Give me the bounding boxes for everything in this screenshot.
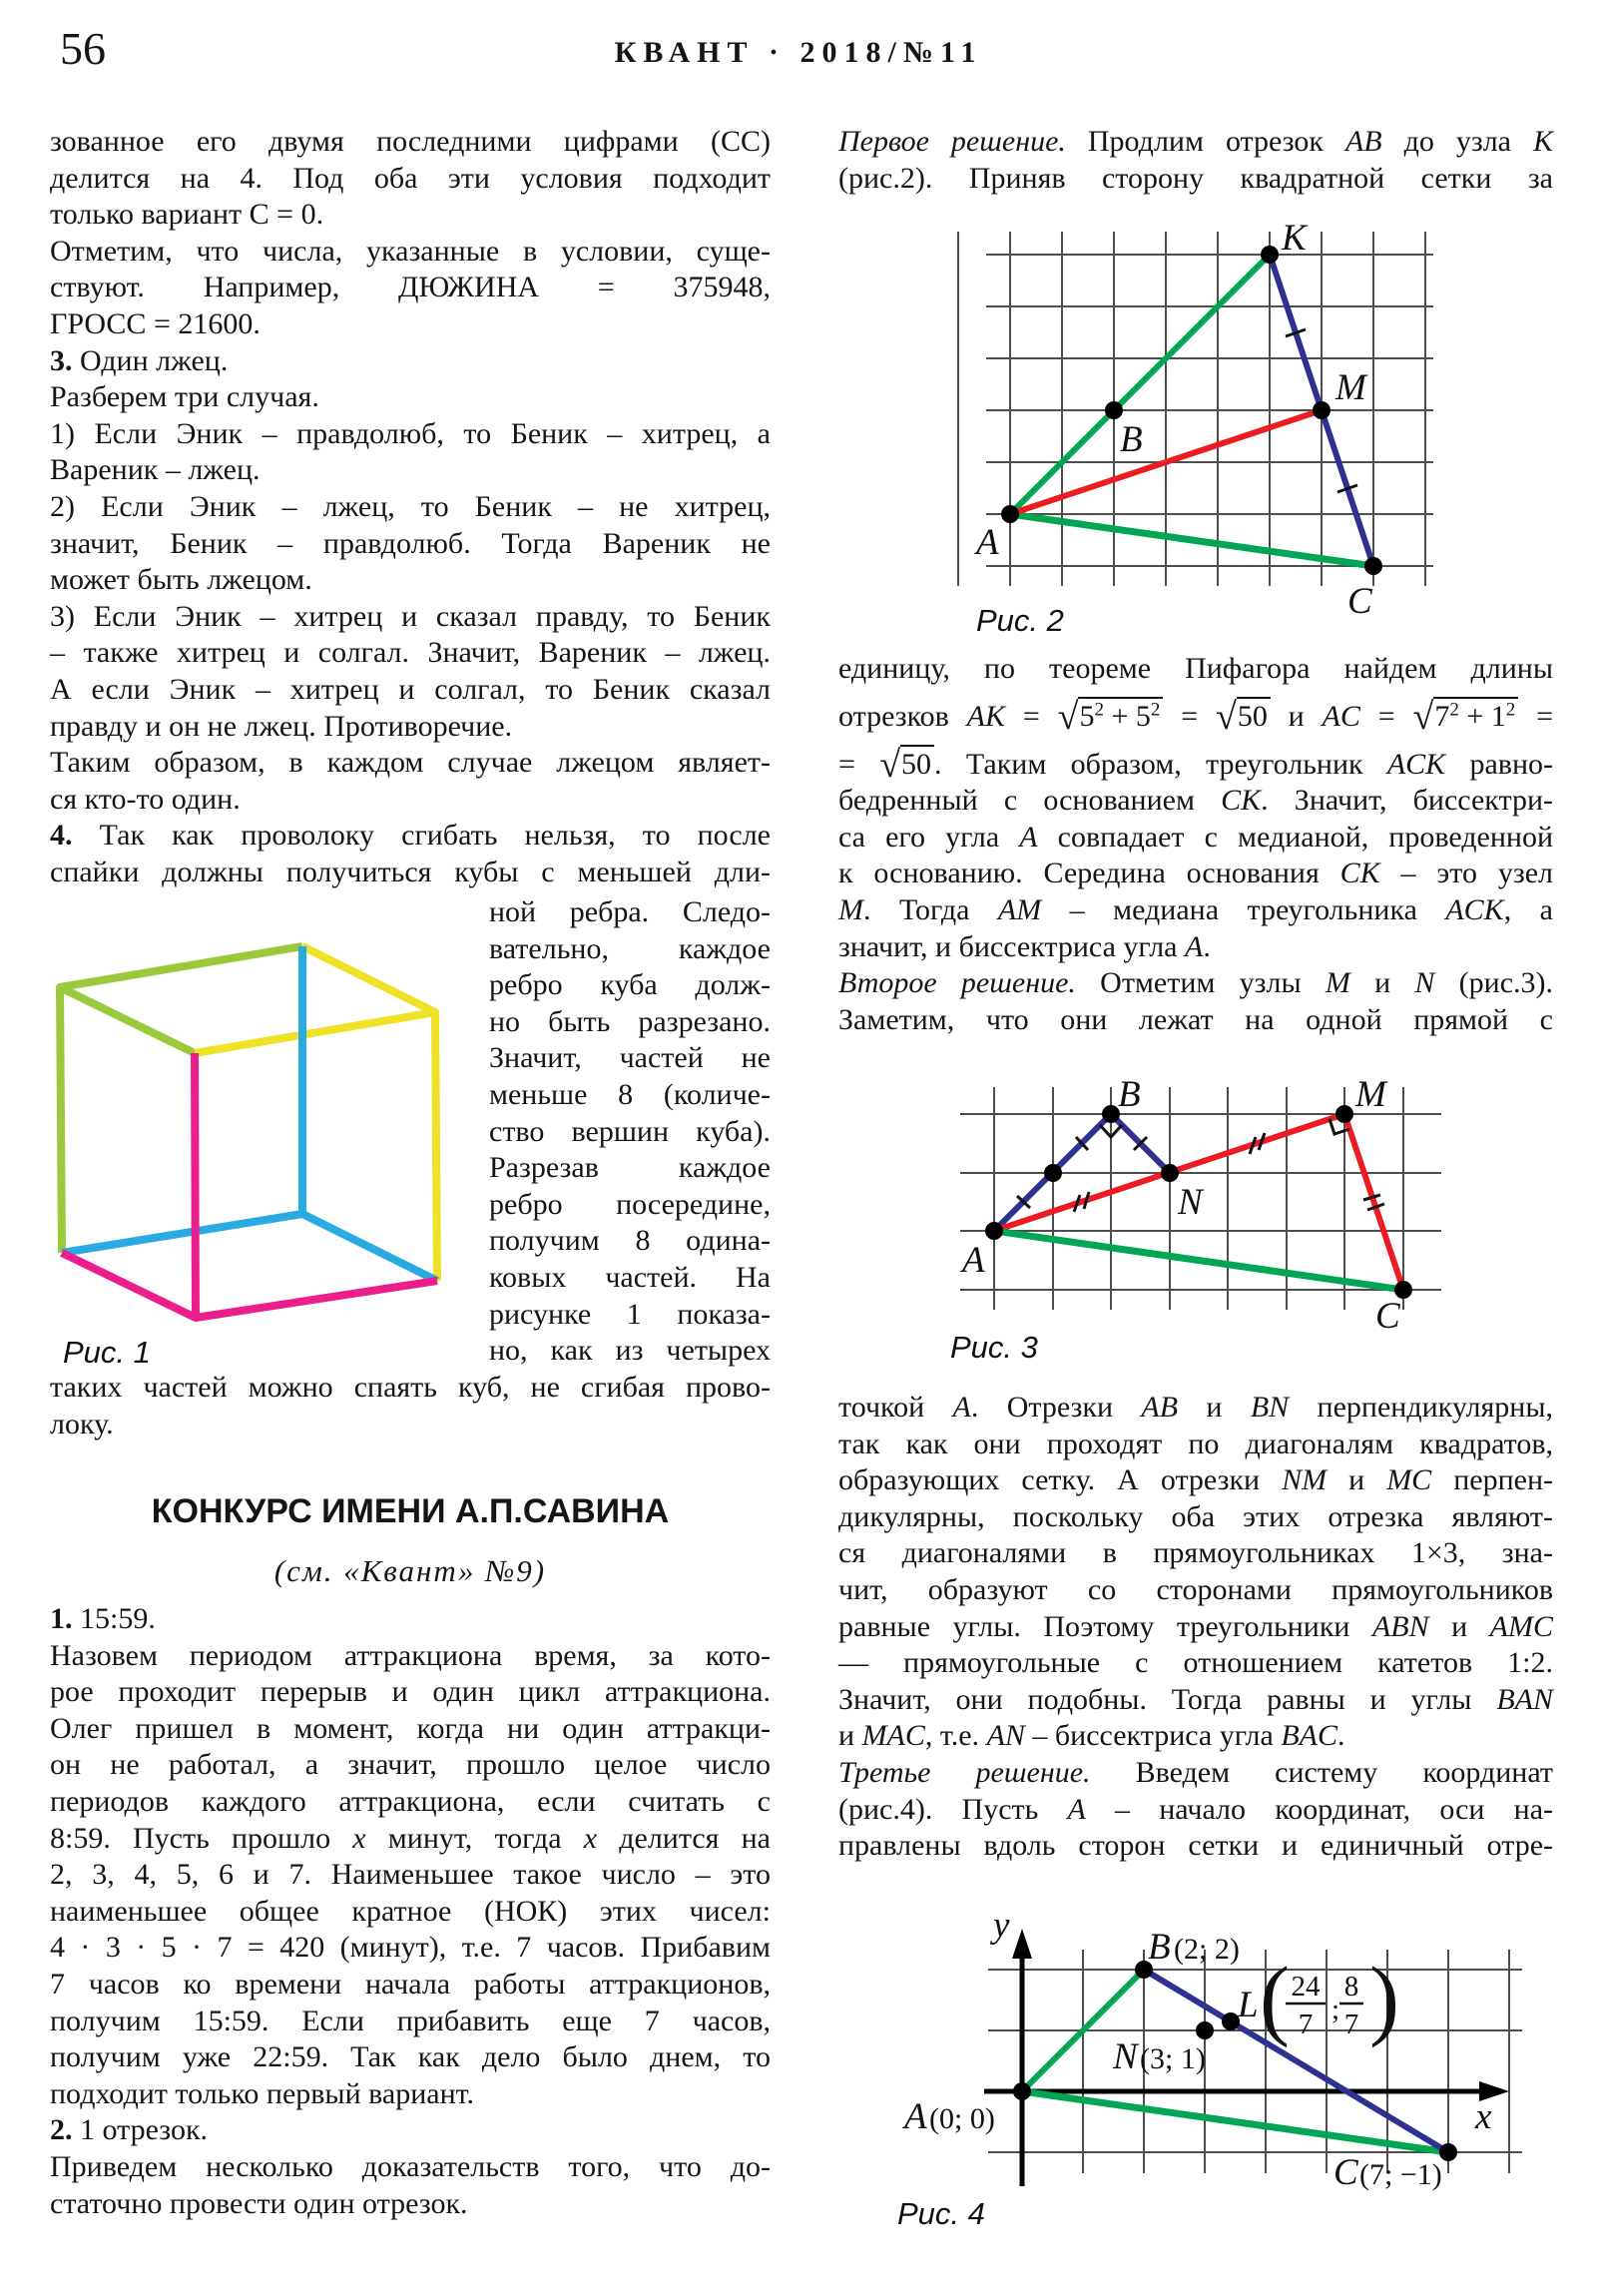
point-label-N: N bbox=[1178, 1182, 1203, 1223]
left-wrapped-text bbox=[489, 894, 771, 1370]
L-fraction2-denominator: 7 bbox=[1343, 2009, 1359, 2040]
point-label-B: B bbox=[1120, 419, 1143, 460]
point-label-A-coords: (0; 0) bbox=[929, 2102, 995, 2135]
text-line: 2, 3, 4, 5, 6 и 7. Наименьшее такое число – это bbox=[50, 1858, 771, 1892]
text-line: рисунке 1 показа- bbox=[489, 1297, 771, 1331]
point-label-C: C bbox=[1333, 2152, 1358, 2193]
text-line: правлены вдоль сторон сетки и единичный отре- bbox=[838, 1829, 1553, 1863]
text-line: = √50 . Таким образом, треугольник ACK равно- bbox=[838, 743, 1553, 786]
text-line: ся кто-то один. bbox=[50, 782, 241, 816]
figure-4-caption: Рис. 4 bbox=[897, 2196, 985, 2231]
figure-2-grid-triangle bbox=[938, 215, 1467, 649]
axis-label-x: x bbox=[1475, 2096, 1492, 2137]
text-line: 2. 1 отрезок. bbox=[50, 2113, 209, 2147]
L-fraction1-numerator: 24 bbox=[1291, 1971, 1321, 2003]
figure-4-coordinate-plane bbox=[858, 1875, 1557, 2256]
text-line: но быть разрезано. bbox=[489, 1004, 771, 1038]
text-line: наименьшее общее кратное (НОК) этих чисел: bbox=[50, 1894, 771, 1928]
cube-yellow-tripod bbox=[302, 946, 437, 1281]
figure-2-caption: Рис. 2 bbox=[976, 603, 1064, 638]
text-line: Значит, частей не bbox=[489, 1041, 771, 1075]
left-paragraphs-top bbox=[50, 124, 771, 890]
text-line: (рис.2). Приняв сторону квадратной сетки за bbox=[838, 161, 1553, 195]
text-line: ковых частей. На bbox=[489, 1260, 771, 1294]
text-line: но, как из четырех bbox=[489, 1334, 771, 1368]
text-line: 4 · 3 · 5 · 7 = 420 (минут), т.е. 7 часов. Прибавим bbox=[50, 1931, 771, 1965]
text-line: бедренный с основанием CK. Значит, биссектри- bbox=[838, 784, 1553, 818]
text-line: чит, образуют со сторонами прямоугольников bbox=[838, 1572, 1553, 1606]
text-line: Отметим, что числа, указанные в условии, суще- bbox=[50, 234, 771, 268]
text-line: ребро посередине, bbox=[489, 1187, 771, 1221]
cube-cyan-tripod bbox=[62, 1214, 437, 1281]
text-line: периодов каждого аттракциона, если считать с bbox=[50, 1784, 771, 1818]
text-line: — прямоугольные с отношением катетов 1:2. bbox=[838, 1646, 1553, 1680]
text-line: получим уже 22:59. Так как дело было днем, то bbox=[50, 2040, 771, 2074]
point-label-A: A bbox=[976, 522, 999, 563]
figure-1-cube bbox=[40, 928, 479, 1388]
text-line: ГРОСС = 21600. bbox=[50, 306, 261, 340]
text-line: получим 8 одина- bbox=[489, 1224, 771, 1258]
text-line: к основанию. Середина основания CK – это узел bbox=[838, 857, 1553, 890]
point-label-B: B bbox=[1118, 1074, 1141, 1115]
cube-magenta-tripod bbox=[62, 1253, 437, 1318]
point-label-L: L bbox=[1238, 1985, 1259, 2025]
text-line: Третье решение. Введем систему координат bbox=[838, 1755, 1554, 1789]
section-heading: КОНКУРС ИМЕНИ А.П.САВИНА bbox=[151, 1492, 670, 1530]
cube-green-edge bbox=[60, 987, 195, 1053]
section-subheading: (см. «Квант» №9) bbox=[273, 1553, 547, 1588]
figure-3-grid-triangle bbox=[928, 1053, 1487, 1373]
segment-AC bbox=[994, 1231, 1403, 1290]
text-line: Вареник – лжец. bbox=[50, 453, 261, 487]
cube-green-tripod bbox=[60, 946, 302, 1253]
text-line: ся диагоналями в прямоугольниках 1×3, зна- bbox=[838, 1536, 1553, 1570]
text-line: ребро куба долж- bbox=[489, 968, 771, 1002]
text-line: Таким образом, в каждом случае лжецом являет- bbox=[50, 746, 771, 780]
text-line: образующих сетку. А отрезки NM и MC перпен- bbox=[838, 1463, 1553, 1497]
point-label-N-coords: (3; 1) bbox=[1140, 2042, 1206, 2075]
text-line: Первое решение. Продлим отрезок AB до узла K bbox=[838, 125, 1553, 158]
text-line: значит, и биссектриса угла A. bbox=[838, 929, 1211, 963]
text-line: только вариант С = 0. bbox=[50, 198, 324, 232]
text-line: так как они проходят по диагоналям квадратов, bbox=[838, 1427, 1553, 1460]
text-line: таких частей можно спаять куб, не сгибая прово- bbox=[50, 1371, 771, 1404]
text-line: 3) Если Эник – хитрец и сказал правду, то Беник bbox=[50, 599, 771, 633]
figure-1-caption: Рис. 1 bbox=[63, 1335, 151, 1370]
text-line: (рис.4). Пусть A – начало координат, оси на- bbox=[838, 1792, 1553, 1826]
L-fraction1-denominator: 7 bbox=[1298, 2009, 1314, 2040]
text-line: статочно провести один отрезок. bbox=[50, 2186, 468, 2220]
text-line: 7 часов ко времени начала работы аттракционов, bbox=[50, 1967, 771, 2001]
grid-lines bbox=[988, 1950, 1522, 2173]
point-label-M: M bbox=[1335, 367, 1366, 408]
text-line: правду и он не лжец. Противоречие. bbox=[50, 709, 513, 743]
text-line: меньше 8 (количе- bbox=[489, 1077, 771, 1111]
text-line: точкой A. Отрезки AB и BN перпендикулярны, bbox=[838, 1391, 1553, 1424]
text-line: отрезков AK = $√5^2 + 5^2 = √50$ и AC = $√7^2 + 1^2$ = bbox=[838, 695, 1554, 738]
text-line: са его угла A совпадает с медианой, проведенной bbox=[838, 820, 1554, 854]
text-line: ствуют. Например, ДЮЖИНА = 375948, bbox=[50, 271, 771, 304]
text-line: Второе решение. Отметим узлы M и N (рис.3). bbox=[838, 966, 1554, 1000]
text-line: Разрезав каждое bbox=[489, 1151, 771, 1185]
L-open-paren: ( bbox=[1260, 1950, 1290, 2048]
left-paragraphs-bottom bbox=[50, 1601, 771, 2222]
text-line: Заметим, что они лежат на одной прямой с bbox=[838, 1002, 1553, 1036]
text-line: зованное его двумя последними цифрами (СС) bbox=[50, 125, 771, 158]
text-line: он не работал, а значит, прошло целое число bbox=[50, 1748, 771, 1782]
text-line: А если Эник – хитрец и солгал, то Беник сказал bbox=[50, 672, 771, 706]
cube-yellow-edge bbox=[195, 1012, 435, 1053]
text-line: получим 15:59. Если прибавить еще 7 часов, bbox=[50, 2004, 771, 2037]
page-number: 56 bbox=[60, 23, 106, 74]
cube-magenta-edge bbox=[195, 1053, 196, 1318]
segment-AC bbox=[1010, 514, 1373, 566]
figure-3-caption: Рис. 3 bbox=[950, 1330, 1038, 1365]
text-line: – также хитрец и солгал. Значит, Вареник – лжец. bbox=[50, 636, 771, 670]
point-label-B-coords: (2; 2) bbox=[1174, 1933, 1240, 1966]
text-line: делится на 4. Под оба эти условия подходит bbox=[50, 161, 771, 195]
text-line: 3. Один лжец. bbox=[50, 343, 229, 377]
L-fraction2-numerator: 8 bbox=[1343, 1971, 1359, 2003]
text-line: 8:59. Пусть прошло x минут, тогда x делится на bbox=[50, 1821, 771, 1855]
text-line: Разберем три случая. bbox=[50, 380, 319, 414]
text-line: и MAC, т.е. AN – биссектриса угла BAC. bbox=[838, 1719, 1345, 1753]
y-axis-arrow bbox=[1012, 1929, 1032, 1959]
point-label-C: C bbox=[1375, 1296, 1400, 1337]
segment-AC bbox=[1022, 2091, 1448, 2152]
point-label-A: A bbox=[904, 2096, 927, 2137]
text-line: единицу, по теореме Пифагора найдем длины bbox=[838, 652, 1553, 685]
point-label-C: C bbox=[1347, 581, 1372, 622]
text-line: дикулярны, поскольку оба этих отрезка являют- bbox=[838, 1499, 1553, 1533]
text-line: вательно, каждое bbox=[489, 931, 771, 965]
text-line: ство вершин куба). bbox=[489, 1114, 771, 1148]
text-line: спайки должны получиться кубы с меньшей дли- bbox=[50, 855, 771, 888]
axis-label-y: y bbox=[993, 1905, 1010, 1946]
point-label-K: K bbox=[1282, 218, 1307, 259]
right-paragraphs-bottom bbox=[838, 1390, 1553, 1865]
text-line: может быть лжецом. bbox=[50, 563, 312, 597]
text-line: равные углы. Поэтому треугольники ABN и AMC bbox=[838, 1609, 1553, 1643]
text-line: рое проходит перерыв и один цикл аттракциона. bbox=[50, 1675, 771, 1709]
segment-MC bbox=[1344, 1114, 1403, 1290]
point-label-A: A bbox=[962, 1240, 985, 1281]
text-line: значит, Беник – правдолюб. Тогда Вареник не bbox=[50, 526, 771, 560]
L-close-paren: ) bbox=[1369, 1950, 1399, 2048]
text-line: Значит, они подобны. Тогда равны и углы BAN bbox=[838, 1682, 1553, 1716]
text-line: Олег пришел в момент, когда ни один аттракци- bbox=[50, 1711, 771, 1745]
text-line: локу. bbox=[50, 1407, 114, 1440]
text-line: Приведем несколько доказательств того, что до- bbox=[50, 2149, 771, 2183]
text-line: 1. 15:59. bbox=[50, 1602, 156, 1635]
L-separator: ; bbox=[1331, 1994, 1340, 2025]
text-line: подходит только первый вариант. bbox=[50, 2076, 475, 2110]
right-paragraphs-mid bbox=[838, 651, 1553, 1038]
text-line: 4. Так как проволоку сгибать нельзя, то после bbox=[50, 819, 771, 853]
text-line: ной ребра. Следо- bbox=[489, 895, 771, 928]
journal-header: КВАНТ · 2018/№11 bbox=[614, 36, 983, 69]
point-label-B: B bbox=[1148, 1927, 1171, 1968]
text-line: 1) Если Эник – правдолюб, то Беник – хитрец, а bbox=[50, 416, 771, 450]
text-line: Назовем периодом аттракциона время, за кото- bbox=[50, 1638, 771, 1672]
right-paragraphs-top bbox=[838, 124, 1553, 197]
segment-AK bbox=[1010, 255, 1270, 514]
text-line: M. Тогда AM – медиана треугольника ACK, а bbox=[838, 892, 1553, 926]
point-label-N: N bbox=[1113, 2036, 1138, 2077]
text-line: 2) Если Эник – лжец, то Беник – не хитрец, bbox=[50, 489, 771, 523]
point-label-M: M bbox=[1355, 1074, 1386, 1115]
point-label-C-coords: (7; −1) bbox=[1359, 2158, 1442, 2191]
